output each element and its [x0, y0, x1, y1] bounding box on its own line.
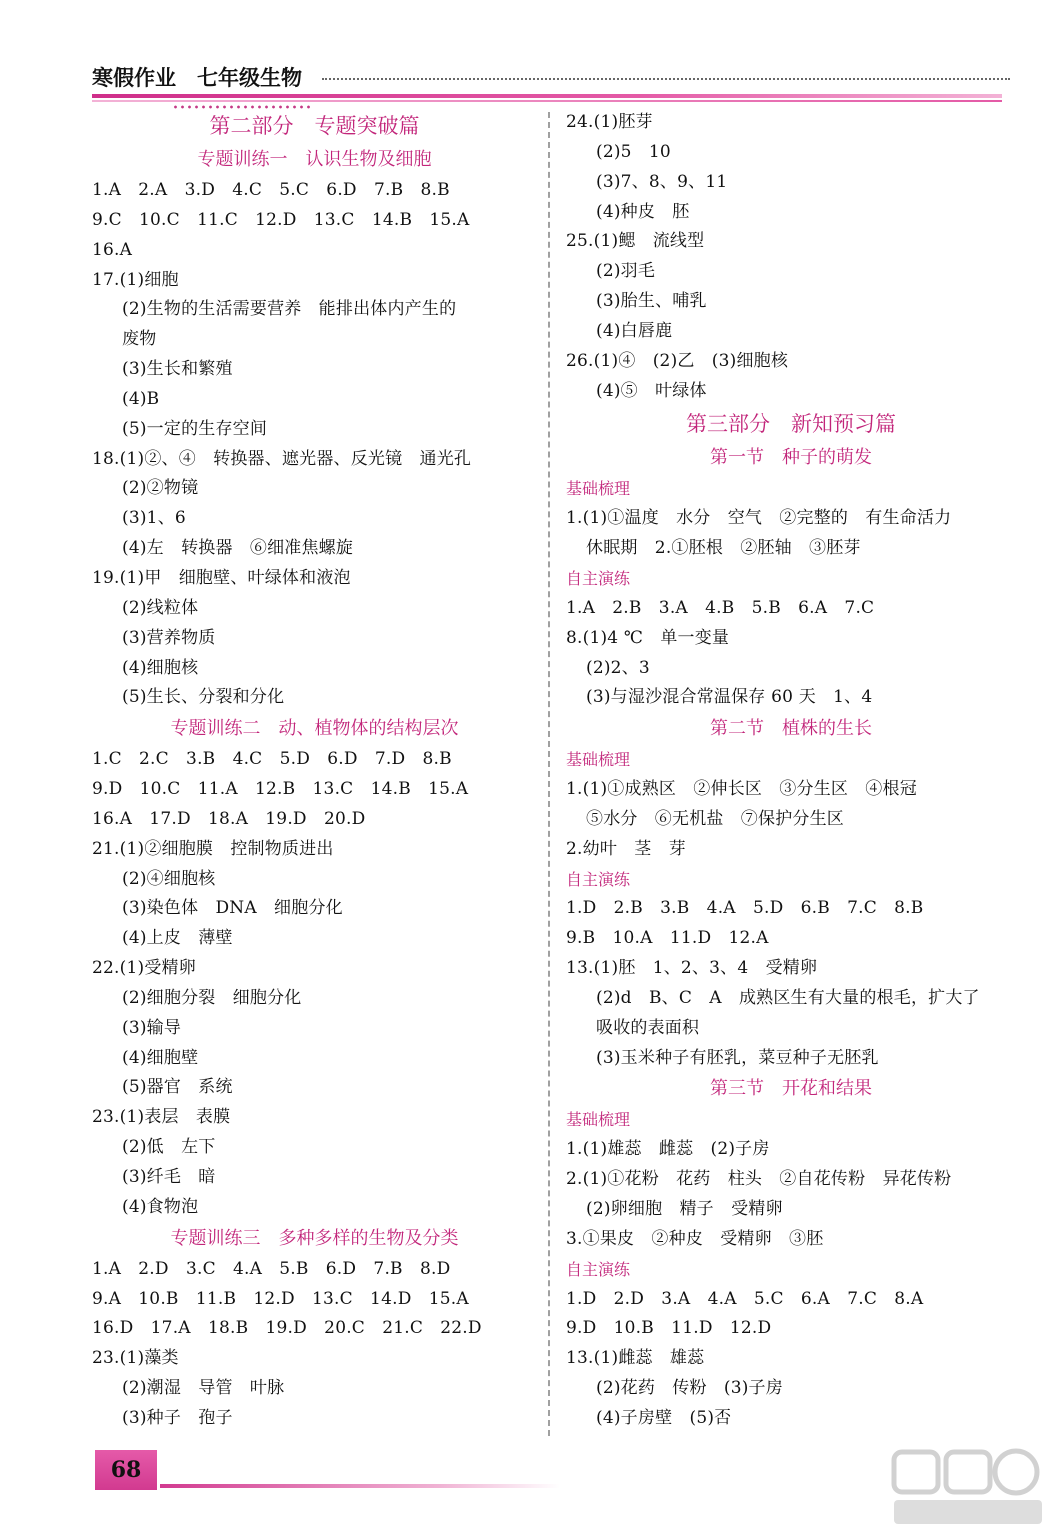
answer-subline: (3)玉米种子有胚乳，菜豆种子无胚乳 [596, 1047, 879, 1068]
answer-subline: (4)⑤ 叶绿体 [596, 380, 707, 401]
answer-subline: ⑤水分 ⑥无机盐 ⑦保护分生区 [586, 808, 844, 829]
answer-line: 1.(1)①成熟区 ②伸长区 ③分生区 ④根冠 [566, 779, 917, 800]
answer-line: 19.(1)甲 细胞壁、叶绿体和液泡 [92, 567, 351, 588]
answer-subline: (2)卵细胞 精子 受精卵 [586, 1199, 783, 1219]
subsection-label: 自主演练 [566, 869, 631, 889]
part-title: 第三部分 新知预习篇 [686, 412, 896, 437]
column-divider [548, 112, 550, 1436]
answer-subline: (4)子房壁 (5)否 [596, 1407, 732, 1428]
answer-subline: (3)生长和繁殖 [122, 359, 233, 380]
answer-line: 22.(1)受精卵 [92, 958, 196, 979]
answer-line: 16.A 17.D 18.A 19.D 20.D [92, 808, 366, 829]
answer-subline: (3)营养物质 [122, 627, 216, 648]
answer-subline: (4)食物泡 [122, 1196, 199, 1217]
answer-subline: (4)种皮 胚 [596, 201, 690, 222]
watermark-logo [888, 1448, 1048, 1528]
answer-subline: (2)花药 传粉 (3)子房 [596, 1378, 783, 1399]
answer-subline: (2)d B、C A 成熟区生有大量的根毛，扩大了 [596, 987, 980, 1008]
answer-line: 1.A 2.A 3.D 4.C 5.C 6.D 7.B 8.B [92, 180, 450, 200]
answer-line: 18.(1)②、④ 转换器、遮光器、反光镜 通光孔 [92, 448, 472, 469]
section-title: 第一节 种子的萌发 [710, 447, 872, 469]
footer-band [160, 1484, 560, 1488]
answer-line: 3.①果皮 ②种皮 受精卵 ③胚 [566, 1228, 824, 1249]
answer-subline: (4)上皮 薄壁 [122, 928, 233, 949]
answer-subline: (2)2、3 [586, 657, 650, 678]
header-band-thin [92, 100, 1002, 102]
book-title: 寒假作业 七年级生物 [92, 66, 302, 90]
answer-line: 1.(1)①温度 水分 空气 ②完整的 有生命活力 [566, 508, 952, 529]
page-number: 68 [95, 1450, 157, 1490]
answer-line: 25.(1)鳃 流线型 [566, 231, 705, 252]
left-column [92, 108, 537, 1434]
answer-line: 24.(1)胚芽 [566, 112, 653, 132]
answer-subline: (2)羽毛 [596, 261, 656, 282]
answer-subline: (4)白唇鹿 [596, 320, 673, 341]
answer-line: 1.D 2.B 3.B 4.A 5.D 6.B 7.C 8.B [566, 898, 924, 919]
answer-line: 17.(1)细胞 [92, 269, 179, 290]
answer-line: 1.C 2.C 3.B 4.C 5.D 6.D 7.D 8.B [92, 749, 452, 770]
subsection-label: 自主演练 [566, 568, 631, 588]
section-title: 专题训练二 动、植物体的结构层次 [170, 718, 459, 740]
section-title: 第三节 开花和结果 [710, 1078, 872, 1100]
answer-subline: (3)与湿沙混合常温保存 60 天 1、4 [586, 687, 873, 708]
answer-line: 9.A 10.B 11.B 12.D 13.C 14.D 15.A [92, 1288, 469, 1309]
answer-subline: (5)一定的生存空间 [122, 418, 268, 439]
answer-subline: (3)纤毛 暗 [122, 1167, 216, 1187]
answer-line: 16.D 17.A 18.B 19.D 20.C 21.C 22.D [92, 1318, 482, 1339]
answer-line: 9.C 10.C 11.C 12.D 13.C 14.B 15.A [92, 209, 470, 230]
section-title: 专题训练三 多种多样的生物及分类 [170, 1227, 459, 1249]
answer-subline: (2)生物的生活需要营养 能排出体内产生的 [122, 299, 457, 320]
answer-line: 1.A 2.D 3.C 4.A 5.B 6.D 7.B 8.D [92, 1258, 451, 1279]
answer-line: 9.D 10.C 11.A 12.B 13.C 14.B 15.A [92, 779, 469, 800]
answer-subline: (4)细胞核 [122, 657, 199, 678]
answer-line: 2.(1)①花粉 花药 柱头 ②自花传粉 异花传粉 [566, 1169, 952, 1190]
answer-subline: (2)细胞分裂 细胞分化 [122, 987, 302, 1008]
answer-subline: (3)种子 孢子 [122, 1407, 233, 1428]
subsection-label: 自主演练 [566, 1259, 631, 1279]
answer-subline: 废物 [122, 329, 157, 350]
answer-line: 21.(1)②细胞膜 控制物质进出 [92, 838, 334, 859]
answer-subline: (2)④细胞核 [122, 868, 216, 889]
subsection-label: 基础梳理 [566, 479, 631, 499]
section-title: 第二节 植株的生长 [710, 718, 872, 740]
answer-subline: (2)低 左下 [122, 1137, 216, 1158]
answer-subline: 吸收的表面积 [596, 1017, 700, 1038]
answer-line: 16.A [92, 239, 133, 260]
section-title: 专题训练一 认识生物及细胞 [197, 149, 432, 170]
subsection-label: 基础梳理 [566, 1110, 631, 1130]
answer-line: 1.D 2.D 3.A 4.A 5.C 6.A 7.C 8.A [566, 1288, 924, 1309]
answer-line: 1.(1)雄蕊 雌蕊 (2)子房 [566, 1139, 770, 1160]
subsection-label: 基础梳理 [566, 750, 631, 770]
answer-line: 9.D 10.B 11.D 12.D [566, 1318, 772, 1339]
answer-line: 13.(1)雌蕊 雄蕊 [566, 1348, 705, 1369]
answer-subline: (3)输导 [122, 1017, 182, 1038]
answer-subline: (4)细胞壁 [122, 1047, 199, 1068]
answer-line: 8.(1)4 ℃ 单一变量 [566, 627, 730, 648]
answer-subline: (3)7、8、9、11 [596, 171, 728, 192]
header-dotted-rule [322, 78, 1010, 80]
answer-subline: (5)器官 系统 [122, 1077, 233, 1098]
answer-subline: (4)B [122, 388, 160, 409]
answer-subline: (4)左 转换器 ⑥细准焦螺旋 [122, 538, 354, 559]
answer-subline: (2)线粒体 [122, 597, 199, 618]
answer-subline: (3)1、6 [122, 508, 186, 529]
answer-line: 26.(1)④ (2)乙 (3)细胞核 [566, 350, 789, 371]
answer-line: 2.幼叶 茎 芽 [566, 838, 686, 859]
answer-line: 9.B 10.A 11.D 12.A [566, 928, 769, 949]
answer-line: 23.(1)藻类 [92, 1348, 179, 1369]
answer-line: 1.A 2.B 3.A 4.B 5.B 6.A 7.C [566, 597, 875, 618]
answer-subline: (2)5 10 [596, 141, 671, 162]
answer-subline: (2)潮湿 导管 叶脉 [122, 1378, 285, 1399]
answer-subline: (3)染色体 DNA 细胞分化 [122, 898, 343, 919]
answer-subline: (3)胎生、哺乳 [596, 291, 707, 312]
answer-subline: 休眠期 2.①胚根 ②胚轴 ③胚芽 [586, 538, 861, 559]
right-column [566, 108, 1016, 1434]
part-title: 第二部分 专题突破篇 [209, 114, 420, 138]
answer-line: 13.(1)胚 1、2、3、4 受精卵 [566, 958, 818, 979]
answer-subline: (2)②物镜 [122, 478, 199, 499]
header-band [92, 94, 1002, 98]
answer-subline: (5)生长、分裂和分化 [122, 687, 285, 708]
answer-line: 23.(1)表层 表膜 [92, 1107, 231, 1128]
